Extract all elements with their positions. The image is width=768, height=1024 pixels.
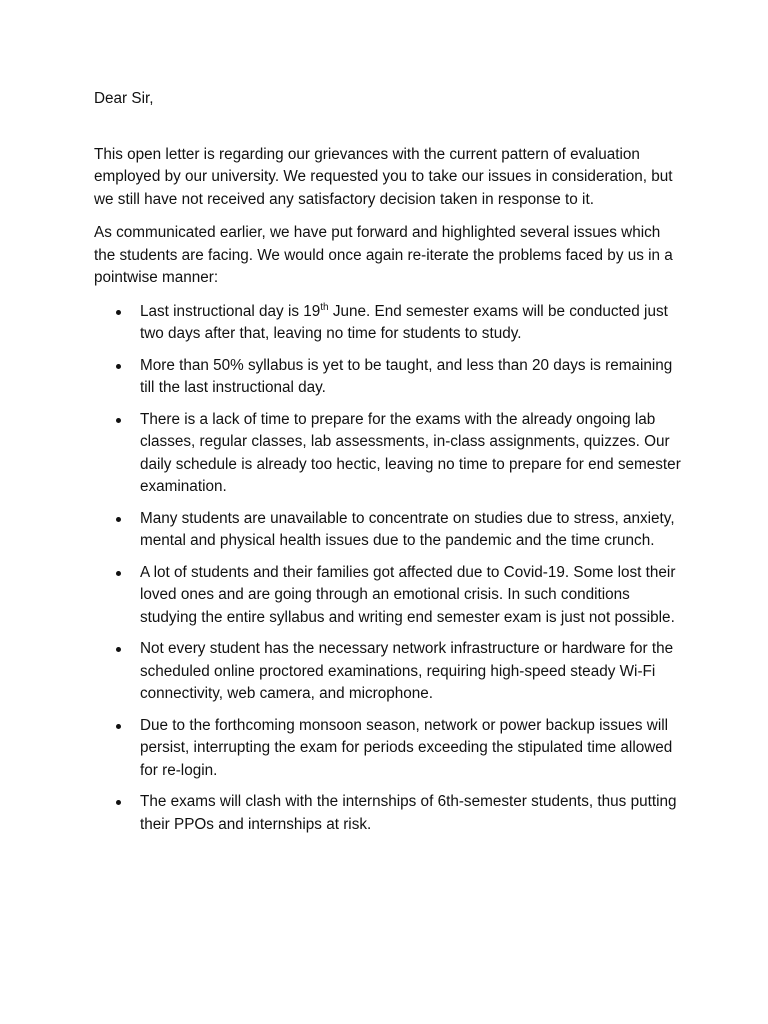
salutation: Dear Sir,	[94, 90, 154, 107]
letter-body	[94, 88, 684, 845]
grievance-list	[94, 301, 684, 837]
bullet-icon	[116, 310, 121, 315]
bullet-icon	[116, 800, 121, 805]
paragraph-intro: This open letter is regarding our grievances with the current pattern of evaluation employed by our university. We requested you to take our issues in consideration, but we still have not received any satisfactory decision taken in response to it.	[94, 145, 673, 208]
list-item-text-start: Last instructional day is 19	[140, 302, 321, 320]
bullet-icon	[116, 517, 121, 522]
bullet-icon	[116, 418, 121, 423]
list-item-text-end: June. End semester exams will be conducted just two days after that, leaving no time for students to study.	[140, 302, 668, 342]
list-item	[94, 791, 684, 836]
list-item-text: Many students are unavailable to concentrate on studies due to stress, anxiety, mental and physical health issues due to the pandemic and the time crunch.	[140, 509, 675, 549]
bullet-icon	[116, 364, 121, 369]
bullet-icon	[116, 647, 121, 652]
list-item	[94, 562, 684, 630]
bullet-icon	[116, 724, 121, 729]
list-item-text: There is a lack of time to prepare for the exams with the already ongoing lab classes, regular classes, lab assessments, in-class assignments, quizzes. Our daily schedule is already too hectic, leaving no time to prepare for end semester examination.	[140, 410, 681, 495]
list-item-text: The exams will clash with the internships of 6th-semester students, thus putting their PPOs and internships at risk.	[140, 793, 677, 833]
list-item-text: A lot of students and their families got affected due to Covid-19. Some lost their loved ones and are going through an emotional crisis. In such conditions studying the entire syllabus and writing end semester exam is just not possible.	[140, 563, 676, 626]
list-item	[94, 409, 684, 499]
list-item	[94, 715, 684, 783]
ordinal-suffix: th	[320, 301, 329, 313]
list-item	[94, 508, 684, 553]
list-item	[94, 355, 684, 400]
list-item-text: Due to the forthcoming monsoon season, network or power backup issues will persist, interrupting the exam for periods exceeding the stipulated time allowed for re-login.	[140, 716, 673, 779]
paragraph-issues: As communicated earlier, we have put forward and highlighted several issues which the students are facing. We would once again re-iterate the problems faced by us in a pointwise manner:	[94, 224, 673, 286]
bullet-icon	[116, 571, 121, 576]
list-item	[94, 638, 684, 706]
list-item-text: Not every student has the necessary network infrastructure or hardware for the scheduled online proctored examinations, requiring high-speed steady Wi-Fi connectivity, web camera, and microphone.	[140, 640, 674, 702]
list-item-text: More than 50% syllabus is yet to be taught, and less than 20 days is remaining till the last instructional day.	[140, 356, 673, 396]
list-item	[94, 301, 684, 346]
